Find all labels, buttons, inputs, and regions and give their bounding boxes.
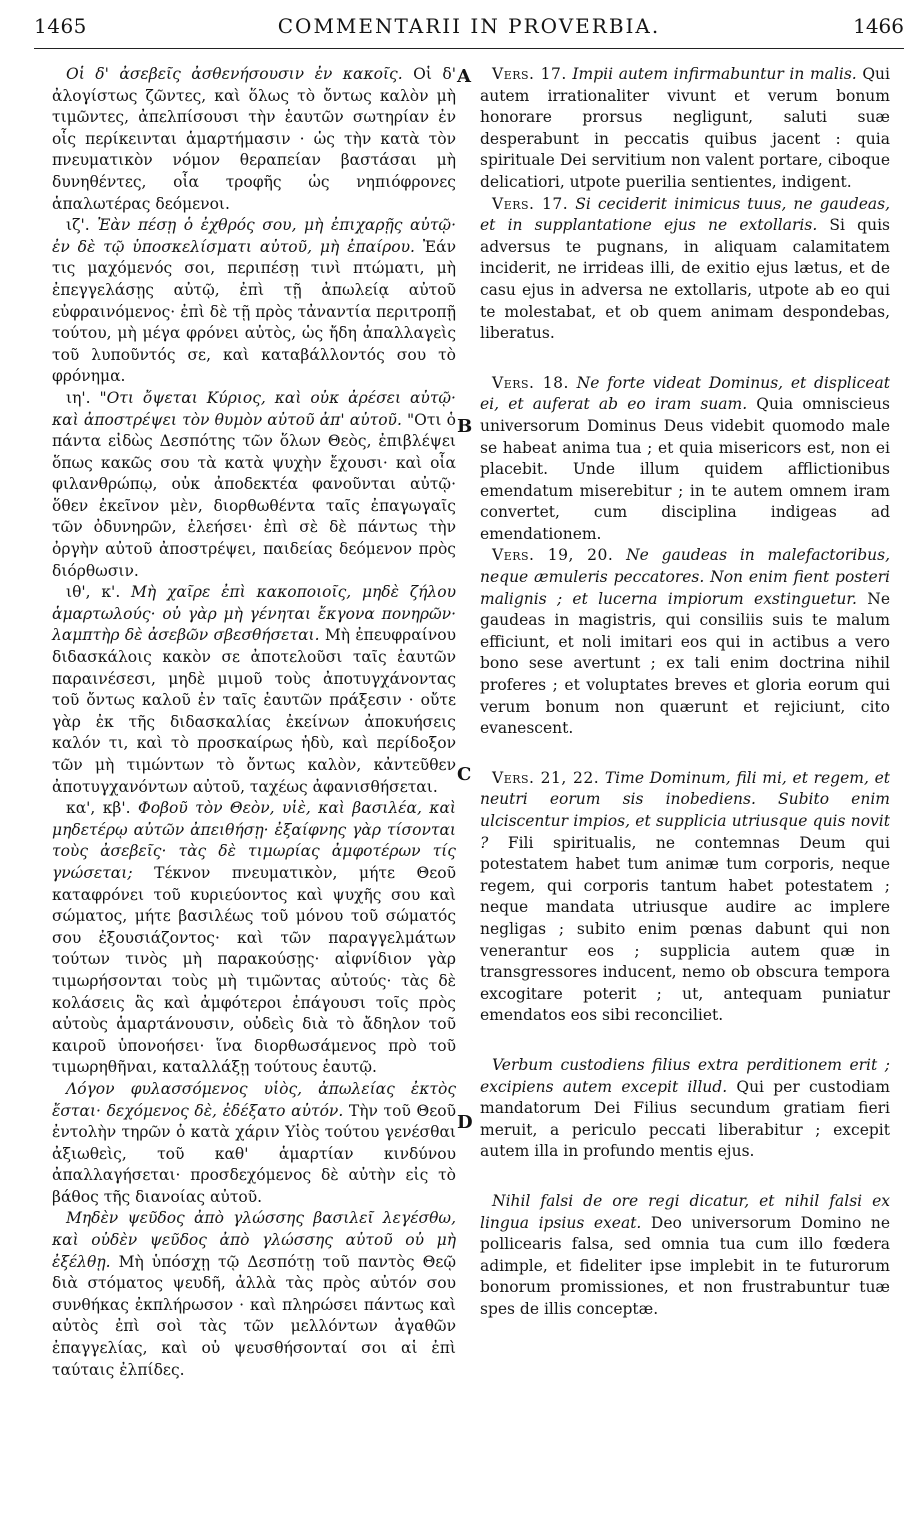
latin-commentary: Qui autem irrationaliter vivunt et verum bonum honorare prorsus negligunt, saluti suæ desperabunt in peccatis quibus jacent : quia spirituale Dei servitium non valent portare, ciboque delicatiori, utpote puerilia sentientes, indigent. xyxy=(480,65,890,191)
greek-commentary: Τέκνον πνευματικὸν, μήτε Θεοῦ καταφρόνει τοῦ κυριεύοντος καὶ ψυχῆς σου καὶ σώματος, μήτε βασιλέως τοῦ μόνου τοῦ σώματός σου ἐξουσιάζοντος· καὶ τῶν παραγγελμάτων τούτων τινὸς μὴ παρακούσῃς· αἰφνίδιον γὰρ τιμωρήσονται τοὺς μὴ τιμῶντας αὐτούς· τὰς δὲ κολάσεις ἃς καὶ ἀμφότεροι ἐπάγουσι τοῖς πρὸς αὐτοὺς ἁμαρτάνουσιν, οὐδεὶς διὰ τὸ ἄδηλον τοῦ καιροῦ ὑπονοήσει· ἵνα διορθωσάμενος πρὸ τοῦ τιμωρηθῆναι, καταλλάξῃ τούτους ἑαυτῷ. xyxy=(52,863,456,1077)
greek-verse-text: Φοβοῦ τὸν Θεὸν, υἱὲ, καὶ βασιλέα, καὶ μηδετέρῳ αὐτῶν ἀπειθήσῃ· ἐξαίφνης γὰρ τίσονται τοὺς ἀσεβεῖς· τὰς δὲ τιμωρίας ἀμφοτέρων τίς γνώσεται; xyxy=(52,799,457,882)
latin-verse-text: Ne forte videat Dominus, et displiceat ei, et auferat ab eo iram suam. xyxy=(480,373,890,414)
page-number-left: 1465 xyxy=(34,14,87,38)
latin-column xyxy=(480,64,890,1320)
greek-paragraph xyxy=(52,215,456,388)
verse-number: κα', κβ'. xyxy=(66,799,131,818)
latin-commentary: Deo universorum Domino ne pollicearis falsa, sed omnia tua cum illo fœdera adimple, et fideliter ipse implebit in te futurorum bonorum promissiones, et non frustrabuntur tuæ spes de illis conceptæ. xyxy=(480,1213,890,1318)
verse-number: ιζ'. xyxy=(66,216,90,235)
latin-commentary: Qui per custodiam mandatorum Dei Filius secundum gratiam fieri meruit, a periculo peccati liberabitur ; excepit autem illa in profundo mentis ejus. xyxy=(480,1077,890,1161)
greek-commentary: Οἱ δ' ἀλογίστως ζῶντες, καὶ ὅλως τὸ ὄντως καλὸν μὴ τιμῶντες, ἀπελπίσουσι τὴν ἑαυτῶν σωτηρίαν ἐν οἷς περίκεινται ἁμαρτήμασιν · ὡς τὴν κατὰ τὸν πνευματικὸν νόμον θεραπείαν βαστάσαι μὴ δυνηθέντες, οἷα τροφῆς ὡς νηπιόφρονες ἁπαλωτέρας δεόμενοι. xyxy=(52,65,456,213)
greek-paragraph xyxy=(52,582,456,798)
greek-verse-text: Μηδὲν ψεῦδος ἀπὸ γλώσσης βασιλεῖ λεγέσθω, καὶ οὐδὲν ψεῦδος ἀπὸ γλώσσης αὐτοῦ οὐ μὴ ἐξέλθῃ. xyxy=(52,1209,456,1271)
margin-letter-a: A xyxy=(457,66,471,87)
running-header xyxy=(34,8,904,49)
latin-verse-text: Ne gaudeas in malefactoribus, neque æmuleris peccatores. Non enim fient posteri malignis ; et lucerna impiorum exstinguetur. xyxy=(480,546,890,608)
paragraph-gap xyxy=(480,1163,890,1191)
greek-paragraph xyxy=(52,1208,456,1381)
greek-commentary: Ἐάν τις μαχόμενός σοι, περιπέσῃ τινὶ πτώματι, μὴ ἐπεγγελάσῃς αὐτῷ, ἐπὶ τῇ ἀπωλείᾳ αὐτοῦ εὐφραινόμενος· ἐπὶ δὲ τῇ πρὸς τἀναντία περιτροπῇ τούτου, μὴ μέγα φρόνει αὐτὸς, ὡς ἤδη ἀπαλλαγεὶς τοῦ λυποῦντός σε, καὶ καταβάλλοντός σου τὸ φρόνημα. xyxy=(52,237,456,386)
greek-commentary: Μὴ ἐπευφραίνου διδασκάλοις κακὸν σε ἀποτελοῦσι ταῖς ἑαυτῶν παραινέσεσι, μηδὲ μιμοῦ τοὺς ἀποτυγχάνοντας τοῦ ὄντως καλοῦ ἐν ταῖς ἑαυτῶν πράξεσιν · οὔτε γὰρ ἐκ τῆς διδασκαλίας ἐκείνων ἀποκυήσεις καλόν τι, καὶ τὸ προσκαίρως ἡδὺ, καὶ περίδοξον τῶν μὴ τιμώντων τὸ ὄντως καλὸν, κἀντεῦθεν ἀποτυγχανόντων αὐτοῦ, ταχέως ἀφανισθήσεται. xyxy=(52,626,456,796)
latin-paragraph xyxy=(480,1191,890,1321)
paragraph-gap xyxy=(480,740,890,768)
latin-verse-text: Si ceciderit inimicus tuus, ne gaudeas, et in supplantatione ejus ne extollaris. xyxy=(480,194,890,235)
greek-commentary: Τὴν τοῦ Θεοῦ ἐντολὴν τηρῶν ὁ κατὰ χάριν Υἱὸς τούτου γενέσθαι ἀξιωθεὶς, τοῦ καθ' ἁμαρτίαν κινδύνου ἀπαλλαγήσεται· προσδεχόμενος δὲ αὐτὴν εἰς τὸ βάθος τῆς διανοίας αὐτοῦ. xyxy=(52,1101,456,1206)
latin-commentary: Fili spiritualis, ne contemnas Deum qui potestatem habet tum animæ tum corporis, neque regem, qui corporis tantum habet potestatem ; neque mandata utriusque audire ac implere negligas ; subito enim pœnas dabunt qui non venerantur eos ; supplicia autem quæ in transgressores inducent, nemo ob obscura tempora excogitare poterit ; ut, antequam puniatur emendatos eos sibi reconciliet. xyxy=(480,833,890,1025)
page-number-right: 1466 xyxy=(853,14,904,38)
latin-paragraph xyxy=(480,64,890,194)
greek-commentary: Μὴ ὑπόσχῃ τῷ Δεσπότῃ τοῦ παντὸς Θεῷ διὰ στόματος ψευδῆ, ἀλλὰ τὰς πρὸς αὐτόν σου συνθήκας ἐκπλήρωσον · καὶ πληρώσει πάντως καὶ αὐτὸς ἐπὶ σοὶ τὰς τῶν μελλόντων ἀγαθῶν ἐπαγγελίας, καὶ οὐ ψευσθήσονταί σοι αἱ ἐπὶ ταύταις ἐλπίδες. xyxy=(52,1252,456,1379)
margin-letter-d: D xyxy=(457,1112,473,1133)
greek-verse-text: Ἐὰν πέσῃ ὁ ἐχθρός σου, μὴ ἐπιχαρῇς αὐτῷ· ἐν δὲ τῷ ὑποσκελίσματι αὐτοῦ, μὴ ἐπαίρου. xyxy=(52,216,456,256)
verse-label: Vers. 17. xyxy=(492,194,569,213)
margin-letter-b: B xyxy=(457,416,473,437)
greek-commentary: "Οτι ὁ πάντα εἰδὼς Δεσπότης τῶν ὅλων Θεὸς, ἐπιβλέψει ὅπως κακῶς σου τὰ κατὰ ψυχὴν ἔχουσι· καὶ οἷα φιλανθρώπῳ, οὐκ ἀποδεκτέα φανοῦνται αὐτῷ· ὅθεν ἐκεῖνον μὲν, διορθωθέντα ταῖς ἐπαγωγαῖς τῶν ὀδυνηρῶν, ἐλεήσει· ἐπὶ σὲ δὲ πάντως τὴν ὀργὴν αὐτοῦ ἀποστρέψει, παιδείας δεόμενον πρὸς διόρθωσιν. xyxy=(52,410,456,580)
latin-paragraph xyxy=(480,1055,890,1163)
greek-column xyxy=(52,64,456,1381)
latin-verse-text: Verbum custodiens filius extra perditionem erit ; excipiens autem excepit illud. xyxy=(480,1055,890,1096)
latin-commentary: Quia omniscieus universorum Dominus Deus videbit quomodo male se habeat anima tua ; et quia misericors est, non ei placebit. Unde illum quidem afflictionibus emendatum miserebitur ; in te autem omnem iram convertet, cum disciplina indigeas ad emendationem. xyxy=(480,395,890,543)
margin-letter-c: C xyxy=(457,764,472,785)
greek-paragraph xyxy=(52,64,456,215)
latin-paragraph xyxy=(480,373,890,546)
verse-label: Vers. 18. xyxy=(492,373,569,392)
latin-commentary: Si quis adversus te pugnans, in aliquam calamitatem inciderit, ne irrideas illi, de exitio ejus lætus, et de casu ejus in adversa ne extollaris, utpote ab eo qui te molestabat, et ob quem animam despondebas, liberatus. xyxy=(480,216,890,343)
paragraph-gap xyxy=(480,1027,890,1055)
greek-paragraph xyxy=(52,1079,456,1209)
running-title: COMMENTARII IN PROVERBIA. xyxy=(277,14,661,38)
greek-paragraph xyxy=(52,798,456,1079)
paragraph-gap xyxy=(480,345,890,373)
greek-verse-text: "Οτι ὄψεται Κύριος, καὶ οὐκ ἀρέσει αὐτῷ· καὶ ἀποστρέψει τὸν θυμὸν αὐτοῦ ἀπ' αὐτοῦ. xyxy=(52,388,456,429)
verse-label: Vers. 19, 20. xyxy=(492,546,614,565)
latin-commentary: Ne gaudeas in magistris, qui consiliis suis te malum efficiunt, et noli imitari eos qui in actibus a vero bono sese avertunt ; ex tali enim doctrina nihil proferes ; et voluptates breves et gloria eorum qui verum bonum non quærunt et rejiciunt, cito evanescent. xyxy=(480,589,890,738)
verse-label: Vers. 21, 22. xyxy=(492,768,600,787)
latin-verse-text: Time Dominum, fili mi, et regem, et neutri eorum sis inobediens. Subito enim ulciscentur impios, et supplicia utriusque quis novit ? xyxy=(480,768,891,852)
verse-label: Vers. 17. xyxy=(492,65,567,83)
verse-number: ιθ', κ'. xyxy=(66,583,121,602)
latin-paragraph xyxy=(480,768,890,1027)
latin-paragraph xyxy=(480,545,890,739)
greek-verse-text: Οἱ δ' ἀσεβεῖς ἀσθενήσουσιν ἐν κακοῖς. xyxy=(66,65,403,83)
latin-verse-text: Nihil falsi de ore regi dicatur, et nihil falsi ex lingua ipsius exeat. xyxy=(480,1191,890,1232)
latin-verse-text: Impii autem infirmabuntur in malis. xyxy=(566,65,857,83)
greek-paragraph xyxy=(52,388,456,582)
greek-verse-text: Μὴ χαῖρε ἐπὶ κακοποιοῖς, μηδὲ ζήλου ἁμαρτωλούς· οὐ γὰρ μὴ γένηται ἔκγονα πονηρῶν· λαμπτὴρ δὲ ἀσεβῶν σβεσθήσεται. xyxy=(52,583,456,645)
latin-paragraph xyxy=(480,194,890,345)
verse-number: ιη'. xyxy=(66,388,91,407)
greek-verse-text: Λόγον φυλασσόμενος υἱὸς, ἀπωλείας ἐκτὸς ἔσται· δεχόμενος δὲ, ἐδέξατο αὐτόν. xyxy=(52,1079,456,1120)
